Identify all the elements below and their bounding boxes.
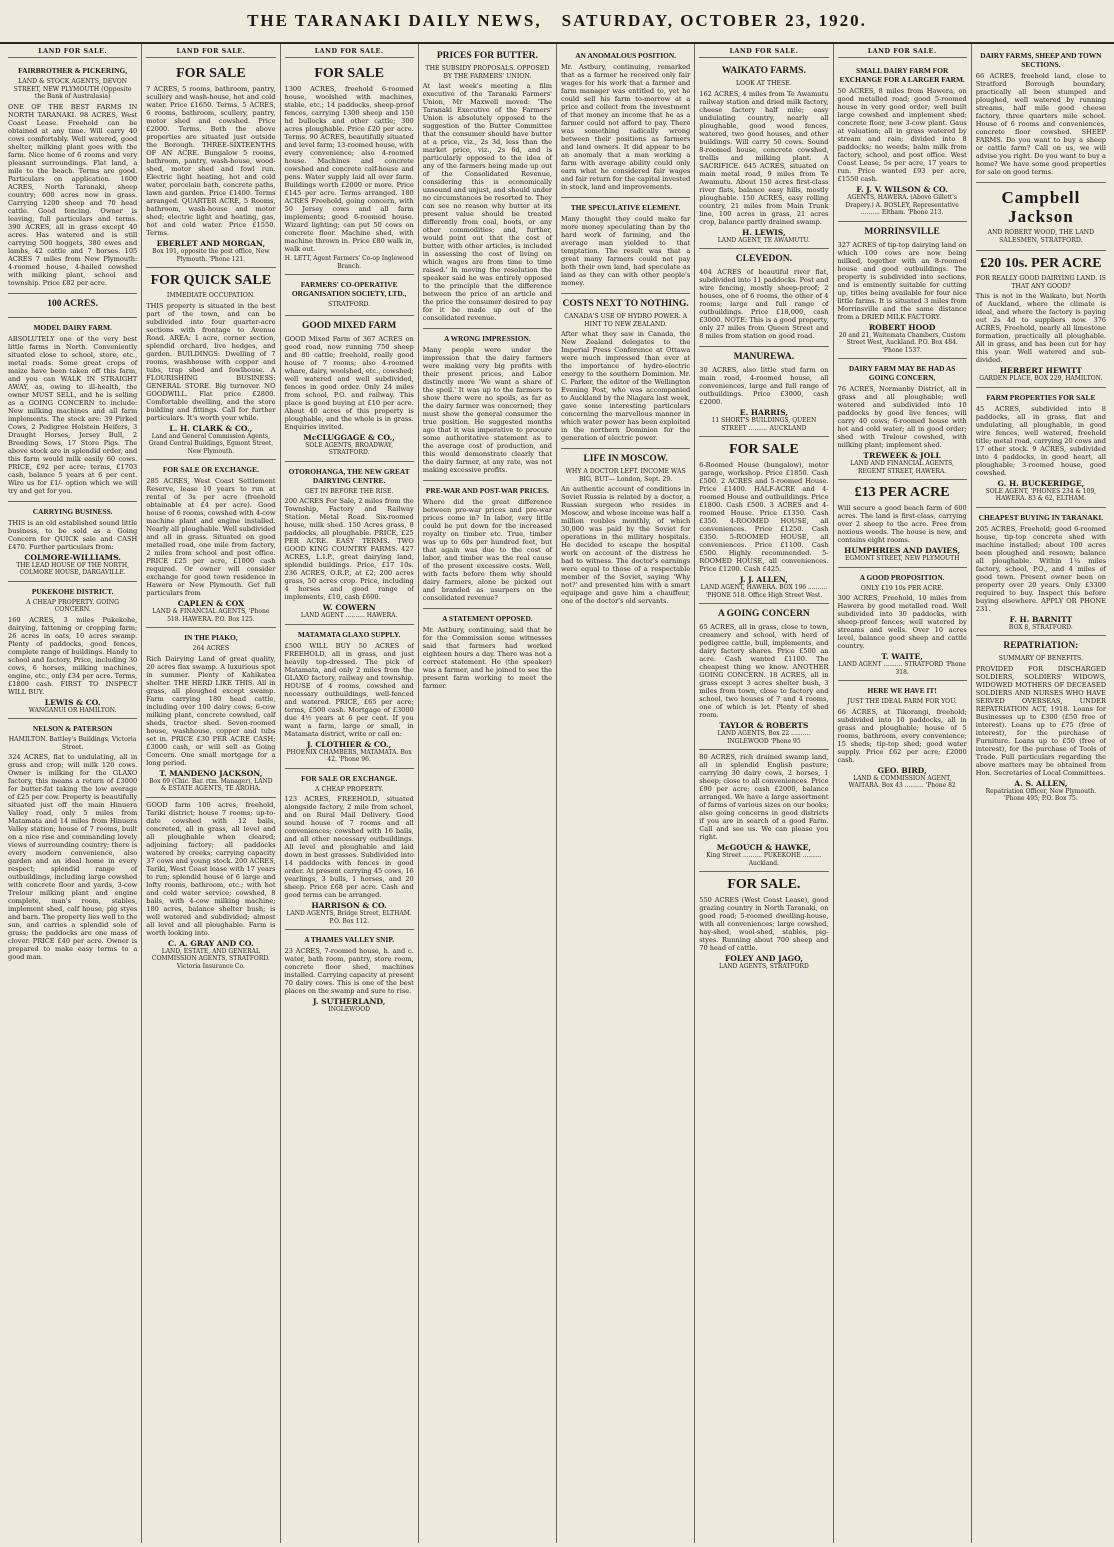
ad-headline: DAIRY FARM MAY BE HAD AS GOING CONCERN, <box>848 364 956 382</box>
ad-agent-name: HUMPHRIES AND DAVIES, <box>844 546 961 555</box>
ad-body-text: Where did the great difference between pre-war prices and pre-war prices come in? In labor, very little could be put down for the increased royalty on timber etc. True, timber was up to 60s per hundred feet, but that again was due to the cost of labor, and timber was the real cause of the present excessive costs. Well, with facts before them why should dairy farmers, alone be picked out and branded as usurpers on the consolidated revenue? <box>422 498 552 602</box>
ad-body-text: ONE OF THE BEST FARMS IN NORTH TARANAKI. 98 ACRES, West Coast Lease. Freehold can be obtained at any time. Will carry 40 cows comfortably. Well watered, good shelter, milking plant goes with the farm. Nice home of 6 rooms and very pleasant surroundings. Flat land, a mile to the beach. Terms are good. Particulars on application. 1600 ACRES, North Taranaki, sheep country; 600 acres now in grass. Carrying 1200 sheep and 70 head cattle. Good fencing. Owner is leaving, full particulars and terms. 390 ACRES, all in grass except 40 acres. Has watered and is still carrying 500 hoggets, 380 ewes and lambs, 42 cattle and 7 horses. 105 ACRES 7 miles from New Plymouth: 4-roomed house, 4-bailed cowshed with milking plant, school and township. Price £82 per acre. <box>8 102 138 287</box>
advertisement <box>838 359 967 480</box>
ad-agent-address: Repatriation Officer, New Plymouth. 'Phone 495; P.O. Box 75. <box>985 787 1097 802</box>
ad-agent-address: INGLEWOOD <box>328 1006 370 1013</box>
ad-subheading: SUMMARY OF BENEFITS. <box>998 655 1084 662</box>
column-1 <box>4 44 142 1543</box>
ad-body-text: PROVIDED FOR DISCHARGED SOLDIERS, SOLDIERS' WIDOWS, WIDOWED MOTHERS OF DECEASED SOLDIERS AND NURSES WHO HAVE SERVED OVERSEAS, UNDER REPATRIATION ACT, 1918. Loans for Businesses up to £300 (£50 free of interest). Loans up to £75 (free of interest), for the purchase of Furniture. Loans up to £50 (free of interest), for the purchase of Tools of Trade. Full particulars regarding the above matters may be obtained from Hon. Secretaries of Local Committees. <box>975 664 1106 777</box>
ad-headline: AN ANOMALOUS POSITION. <box>575 51 677 60</box>
ad-body-text: GOOD farm 100 acres, freehold, Tariki district; house 7 rooms; up-to-date cowshed with 12 bails, concreted, all in grass, all level and all ploughable when cleared; adjoining factory; all paddocks watered by creeks; carrying capacity 37 cows and young stock. 200 ACRES, Tariki, West Coast lease with 17 years to run; splendid house of 6 large and lofty rooms, bathroom, etc.; with hot and cold water service; cowshed, 8 bails, with 4-cow milking machine; 180 acres, balance shelter bush; is well watered and subdivided; almost all level and all ploughable. Farm is worth looking into. <box>146 800 276 937</box>
ad-agent-address: AGENTS, HAWERA. (Above Gillett's Drapery.) A. BOSLEY, Representative .......... Eltham. 'Phone 213. <box>845 194 959 216</box>
ad-agent-name: EBERLET AND MORGAN, <box>156 239 266 248</box>
ad-headline: FARM PROPERTIES FOR SALE <box>986 392 1096 402</box>
ad-headline: FAIRBROTHER & PICKERING, <box>18 66 128 75</box>
ad-body-text: 1300 ACRES, freehold 6-roomed house, woolshed with machines, stable, etc.; 14 paddocks, sheep-proof fences, carrying 1300 sheep and 150 hd bullocks and other cattle; 300 acres ploughable. Price £20 per acre. Terms. 90 ACRES, beautifully situated and level farm; 13-roomed house, with every convenience; also 4-roomed house. Machines and concrete cowshed and concrete calf-house and pens. Water supply laid all over farm. Buildings worth £2000 or more. Price £145 per acre. Terms arranged. 180 ACRES Freehold, going concern, with 50 Jersey cows and all farm implements; good 6-roomed house. Wizard lighting; can put 50 cows on concrete floor. Machine shed, with machine thrown in. Price £80 walk in, walk out. <box>284 85 414 253</box>
ad-body-text: THIS property is situated in the best part of the town, and can be subdivided into four quarter-acre sections with frontage to Avenue Road. AREA: 1 acre, corner section, splendid orchard, live hedges, and garden. BUILDINGS: Dwelling of 7 rooms, washhouse with copper and tubs, trap shed and fowlhouse. A FLOURISHING BUSINESS: GENERAL STORE. Big turnover. NO GOODWILL. Flat price £2800. Comfortable dwelling, and the store building and fittings. Call for further particulars. It's worth your while. <box>146 301 276 422</box>
ad-agent-address: SOLE AGENT, 'PHONES 234 & 109, HAWERA. 83 & 62, ELTHAM. <box>985 487 1097 502</box>
advertisement <box>8 582 137 720</box>
advertisement <box>699 872 828 975</box>
advertisement <box>8 61 137 294</box>
advertisement <box>561 46 690 198</box>
advertisement <box>146 798 275 975</box>
column-6 <box>695 44 833 1543</box>
ad-agent-address: 11 SHORT'S BUILDINGS, QUEEN STREET .......... AUCKLAND <box>711 417 817 432</box>
column-8 <box>972 44 1110 1543</box>
ad-agent-address: PHOENIX CHAMBERS, MATAMATA. Box 42. 'Phone 96. <box>286 748 412 763</box>
masthead <box>0 0 1114 44</box>
ad-body-text: THIS is an old established sound little business, to be sold as a Going Concern for QUICK sale and CASH £470. Further particulars from: <box>8 518 138 551</box>
advertisement <box>285 930 414 1018</box>
ad-agent-address: Box 191, opposite the post office, New Plymouth. 'Phone 121. <box>152 248 270 263</box>
ad-headline: MATAMATA GLAXO SUPPLY. <box>297 629 401 639</box>
ad-headline: A THAMES VALLEY SNIP. <box>304 935 395 944</box>
ad-body-text: 50 ACRES, 8 miles from Hawera, on good metalled road; good 5-roomed house in very good order; well built large cowshed and implement shed; concrete floor, new 3-cow plant. Gaus at valuation; all in grass watered by stream and rain; divided into 8 paddocks; no weeds; balm milk from factory, school, and post office. West Coast Lease, 5s per acre, 17 years to run. Price wanted £93 per acre, £1550 cash. <box>837 87 967 183</box>
ad-body-text: 45 ACRES, subdivided into 8 paddocks, all in grass, flat and undulating, all ploughable, in good wire fences, well watered, freehold title; metal road, carrying 20 cows and 17 other stock. 9 ACRES, subdivided into 4 paddocks, in good heart, all ploughable; 3-roomed house, good cowshed. <box>975 404 1106 477</box>
ad-subheading: JUST THE IDEAL FARM FOR YOU. <box>847 698 957 705</box>
ad-headline: PUKEKOHE DISTRICT. <box>31 586 114 596</box>
ad-agent-name: HARRISON & CO. <box>311 901 387 910</box>
ad-headline: A STATEMENT OPPOSED. <box>442 614 533 623</box>
ad-body-text: 23 ACRES, 7-roomed house, h. and c. water, bath room, pantry, store room, concrete floor shed, machines installed. Carrying capacity at present 70 dairy cows. This is one of the best places on the swamp and sure to rise. <box>284 947 414 995</box>
column-4 <box>419 44 557 1543</box>
ad-headline: PRE-WAR AND POST-WAR PRICES. <box>425 486 549 495</box>
ad-agent-name: J. SUTHERLAND, <box>312 997 386 1006</box>
advertisement <box>423 329 552 481</box>
ad-agent-address: GARDEN PLACE, BOX 229, HAMILTON. <box>979 375 1103 382</box>
ad-headline: MANUREWA. <box>733 352 795 362</box>
ad-body-text: GOOD Mixed Farm of 367 ACRES on good road, now running 750 sheep and 80 cattle; freehold, really good house of 7 rooms; also 4-roomed whare, dairy, woolshed, etc., cowshed; well watered and well subdivided, fences in good order. Only 24 miles from school, P.O. and railway. This place is good buying at £10 per acre. About 40 acres of this property is ploughable, and the whole is in grass. Enquiries invited. <box>284 334 414 431</box>
ad-agent-address: LAND & FINANCIAL AGENTS, 'Phone 518. HAWERA. P.O. Box 125. <box>152 608 270 623</box>
advertisement <box>838 568 967 682</box>
ad-headline: CHEAPEST BUYING IN TARANAKI. <box>978 512 1104 522</box>
ad-body-text: 160 ACRES, 3 miles Pukekohe, dairying, fattening or cropping farm; 26 acres in oats, 10 acres swamp. Plenty of paddocks, good fences, complete range of buildings. Handy to school and factory. Price, including 30 cows, 6 horses, milking machines, engine, etc., only £34 per acre. Terms, £1800 cash. FIRST TO INSPECT WILL BUY. <box>8 615 138 696</box>
ad-headline: MORRINSVILLE <box>864 226 940 237</box>
ad-body-text: Rich Dairying Land of great quality, 20 acres flax swamp. A luxurious spot in summer. Plenty of Kahikatea shelter. THE HERD LIKE THIS. All in grass, all ploughed except swamp. Farm carrying 180 head cattle, including over 100 dairy cows; 6-cow milking plant, concrete cowshed, calf sheds, tractor shed. Seven-roomed house, washhouse, copper and tubs set in. PRICE £30 PER ACRE CASH; £3000 cash, or will sell as Going Concern. One small mortgage for a long period. <box>146 654 276 767</box>
ad-body-text: 205 ACRES, Freehold; good 6-roomed house, tip-top concrete shed with machine installed; about 100 acres been ploughed and resown; balance all ploughable. Within 1¼ miles factory, school, P.O., and 4 miles of good town. Present owner been on property over 20 years. Only £3300 required to buy. Inspect this before buying elsewhere. APPLY OR PHONE 231. <box>975 524 1106 613</box>
ad-agent-name: McCLUGGAGE & CO., <box>303 432 395 442</box>
ad-headline: HERE WE HAVE IT! <box>867 686 937 695</box>
ad-agent-address: LAND, ESTATE, AND GENERAL COMMISSION AGENTS, STRATFORD. Victoria Insurance Co. <box>151 947 270 970</box>
ad-body-text: 66 ACRES, freehold land, close to Stratford Borough boundary, practically all been stumped and ploughed, well watered by running streams, half mile good cheese factory, three quarters mile school. House of 6 rooms and conveniences, concrete floor cowshed. SHEEP FARMS. Do you want to buy a sheep or cattle farm? Call on us, we will advise you right. Do you want to buy a home? We have some good properties for sale on good terms. <box>975 72 1106 176</box>
ad-headline: COSTS NEXT TO NOTHING. <box>562 299 689 309</box>
advertisement <box>8 502 137 582</box>
ad-body-text: Will secure a good beach farm of 600 acres. The land is first-class, carrying over 2 sheep to the acre. Free from noxious weeds. The house is new, and contains eight rooms. <box>837 504 967 544</box>
ad-body-text: 123 ACRES, FREEHOLD, situated alongside factory, 2 mile from school, and on Rural Mail Delivery. Good sound house of 7 rooms and all conveniences; cowshed with 16 bails, and all other necessary outbuildings. All level and ploughable and laid down in best grasses. Subdivided into 14 paddocks with fences in good order. At present carrying 45 cows, 16 yearlings, 3 bulls, 1 horses, and 20 sheep. Price £68 per acre. Cash and good terms can be arranged. <box>284 795 414 899</box>
ad-headline: MODEL DAIRY FARM. <box>33 322 112 332</box>
ad-agent-address: WANGANUI OR HAMILTON. <box>28 706 117 714</box>
ad-body-text: Many thought they could make far more money speculating than by the hard work of farming, and the average man yielded to that temptation. The result was that a great many farmers could not pay both their own land, had speculate as land as they can with other people's money. <box>561 215 691 287</box>
ad-subheading: FOR REALLY GOOD DAIRYING LAND. IS THAT ANY GOOD? <box>975 275 1106 290</box>
ad-agent-address: Box 69 (Chic. Bar. rtm. Manager), LAND & ESTATE AGENTS, TE AROHA. <box>149 777 273 792</box>
ad-body-text: 300 ACRES, Freehold, 10 miles from Hawera by good metalled road. Well subdivided into 30 paddocks, with sheep-proof fences; well watered by streams and wells. Over 10 acres level, balance good sheep and cattle country. <box>837 594 967 650</box>
ad-subheading: A CHEAP PROPERTY. GOING CONCERN. <box>26 598 120 613</box>
ad-agent-name: CAPLEN & COX <box>177 599 245 608</box>
ad-agent-address: EGMONT STREET, NEW PLYMOUTH <box>844 555 960 562</box>
ad-subheading: THE SUBSIDY PROPOSALS. OPPOSED BY THE FARMERS' UNION. <box>425 65 550 80</box>
advertisement <box>8 719 137 967</box>
ad-agent-address: King Street .......... PUKEKOHE .......... Auckland. <box>706 852 822 867</box>
ad-agent-address: SOLE AGENTS, BROADWAY, STRATFORD. <box>305 441 394 456</box>
advertisement <box>976 251 1106 388</box>
ad-body-text: Mr. Astbury, continuing, said that he for the Commission some witnesses said that farmers had worked eighteen hours a day. There was not a correct statement. He (the speaker) was a farmer, and he joined to see the present farm working to meet the farmer. <box>422 626 552 690</box>
ad-body-text: ABSOLUTELY one of the very best little farms in North. Conveniently situated close to school, store, etc., metal roads. Some great crops of maize have been taken off this farm, and you can WALK IN STRAIGHT AWAY, as, owing to ill-health, the owner MUST SELL, and he is selling as a GOING CONCERN to include: New milking machines and all farm implements. The stock are: 39 Pirked Cows, 2 Pedigree Holstein Heifers, 3 Draught Horses, Jersey Bull, 2 Breeding Sows, 17 Store Pigs. The above stock are in splendid order, and this farm would milk easily 60 cows. PRICE, £92 per acre; terms, £1703 cash, balance 5 years at 6 per cent. Wire us for £1/- option which we will try and get for you. <box>8 334 138 495</box>
advertisement <box>423 481 552 609</box>
ad-headline: £13 PER ACRE <box>854 485 950 500</box>
ad-body-text: 66 ACRES, at Tikorangi, freehold; subdivided into 10 paddocks, all in grass and ploughable; house of 5 rooms, bathroom, every convenience; 15 sheds; tip-top shed; good water supply. Price £62 per acre; £2000 cash. <box>837 707 967 764</box>
advertisement <box>976 183 1106 251</box>
advertisement <box>838 681 967 794</box>
ad-agent-name: GEO. BIRD, <box>877 765 927 775</box>
ad-subheading: AND ROBERT WOOD, THE LAND SALESMEN, STRATFORD. <box>987 229 1095 244</box>
ad-headline: £20 10s. PER ACRE <box>980 256 1102 271</box>
ad-headline: WAIKATO FARMS. <box>721 66 806 76</box>
ad-body-text: 7 ACRES, 5 rooms, bathroom, pantry, scullery and wash-house, hot and cold water. Price £1650. Terms. 5 ACRES, 6 rooms, bathroom, scullery, pantry, motor shed and cowshed. Price £2000. Terms. Both the above properties are situated just outside the Borough. THREE-SIXTEENTHS OF AN ACRE. Bungalow 5 rooms, bathroom, pantry, wash-house, wood-shed, motor shed and fowl run. Electric light heating, hot and cold water, porcelain bath, concrete paths, lawn and garden. Price £1400. Terms arranged. QUARTER ACRE, 5 Rooms, bathroom, wash-house and motor shed; electric light and heating, gas, hot and cold water. Price £1550. Terms. <box>146 85 276 237</box>
ad-agent-address: LAND AGENT, TE AWAMUTU. <box>717 236 810 244</box>
ad-headline: FOR SALE <box>176 66 246 81</box>
advertisement <box>8 318 137 502</box>
ad-body-text: 404 ACRES of beautiful river flat, subdivided into 11 paddocks. Post and wire fencing, mostly sheep-proof; 2 houses, one of 6 rooms, the other of 4 rooms; large and full range of outbuildings. Price £18,000, cash £3000. NOTE: This is a good property, only 27 miles from Queen Street and 8 miles from station on good road. <box>699 268 829 340</box>
advertisement <box>561 294 690 449</box>
ad-subheading: LOOK AT THESE. <box>735 80 792 87</box>
ad-agent-name: E. HARRIS, <box>739 408 788 417</box>
ad-agent-name: McGOUCH & HAWKE, <box>716 843 812 852</box>
ad-agent-name: L. H. CLARK & CO., <box>169 423 253 433</box>
advertisement <box>699 750 828 872</box>
ad-headline: A GOING CONCERN <box>717 609 810 619</box>
ad-subheading: CANADA'S USE OF HYDRO POWER. A HINT TO NEW ZEALAND. <box>564 313 688 328</box>
advertisement <box>285 462 414 625</box>
ad-agent-name: TAYLOR & ROBERTS <box>719 721 809 730</box>
advertisement <box>699 347 828 437</box>
advertisement <box>146 268 275 460</box>
ad-subheading: STRATFORD. <box>328 301 371 308</box>
ad-body-text: 550 ACRES (West Coast Lease), good grazing country in North Taranaki, on good road; 5-roomed dwelling-house, with all conveniences; large cowshed, hay-shed, wool-shed, stables, pig-styes. Running about 700 sheep and 70 head of cattle. <box>699 896 829 952</box>
ad-agent-name: T. MANDENO JACKSON, <box>159 768 263 778</box>
ad-agent-name: F. H. BARNITT <box>1009 614 1073 624</box>
ad-headline: FOR SALE OR EXCHANGE. <box>301 773 398 783</box>
advertisement <box>838 480 967 568</box>
advertisement <box>285 275 414 316</box>
ad-agent-name: LEWIS & CO. <box>44 697 101 707</box>
ad-headline: FOR QUICK SALE <box>150 273 272 288</box>
advertisement <box>285 61 414 275</box>
ad-agent-name: F. J. V. WILSON & CO. <box>856 185 948 194</box>
advertisement <box>699 604 828 750</box>
newspaper-title: THE TARANAKI DAILY NEWS, <box>247 11 542 30</box>
ad-headline: FOR SALE. <box>727 877 801 892</box>
ad-headline: A GOOD PROPOSITION. <box>859 572 945 582</box>
ad-agent-address: LAND AGENT .......... STRATFORD 'Phone 318. <box>838 661 966 676</box>
ad-headline: Campbell Jackson <box>1001 188 1081 226</box>
ad-agent-name: T. WAITE, <box>881 652 923 661</box>
ad-agent-address: LAND AND FINANCIAL AGENTS, REGENT STREET, HAWERA. <box>850 460 954 475</box>
ad-agent-name: C. A. GRAY AND CO. <box>168 938 254 948</box>
advertisement <box>561 198 690 294</box>
column-3 <box>281 44 419 1543</box>
ad-headline: FOR SALE <box>314 66 384 81</box>
advertisement <box>285 316 414 462</box>
advertisement <box>285 625 414 769</box>
ad-headline: CARRYING BUSINESS. <box>32 506 113 516</box>
ad-body-text: 162 ACRES, 4 miles from Te Awamutu railway station and dried milk factory, cheese factory half mile; easy undulating country, nearly all ploughable, good wood fences, watered, two good houses, and other buildings. Will carry 50 cows. Sound 8-roomed house, concrete cowshed, trellis and milking plant. A SACRIFICE. 645 ACRES, situated on main metal road, 9 miles from Te Awamutu. About 150 acres first-class river flats, balance easy hills, mostly ploughable. 150 ACRES, easy rolling country, 21 miles from Main Trunk line, 100 acres in grass, 21 acres crop, balance partly drained swamp. <box>699 89 829 226</box>
ad-subheading: 264 ACRES <box>192 645 230 652</box>
advertisement <box>285 769 414 931</box>
column-heading: LAND FOR SALE. <box>8 46 137 58</box>
ad-agent-address: BOX 8, STRATFORD. <box>1008 623 1073 631</box>
ad-agent-name: J. CLOTHIER & CO., <box>306 739 392 749</box>
advertisement <box>976 388 1106 508</box>
ad-body-text: Mr. Astbury, continuing, remarked that as a farmer he received only fair wages for his work that a farmer and farm manager was entitled to, yet he could sell his farm to-morrow at a price and collect from the investment of that money an income that he as a farmer could not afford to pay. There was something radically wrong between their positions as farmers and land owners. It did appear to be an anomaly that a man working a farm with average ability could only earn what he considered fair wages and fair return for the capital invested in stock, land and improvements. <box>561 63 691 191</box>
ad-headline: NELSON & PATERSON <box>32 724 113 733</box>
ad-headline: GOOD MIXED FARM <box>301 320 397 331</box>
ad-body-text: 65 ACRES, all in grass, close to town, creamery and school, with herd of pedigree cattle, bull, implements, and dairy factory shares. Price £500 an acre. Cash wanted £1100. The cheapest thing we know. ANOTHER GOING CONCERN. 18 ACRES, all in grass except 3 acres shelter bush, 3 miles from town, close to factory and school, two houses of 7 and 4 rooms, one of which is let. Plenty of shed room. <box>699 623 829 719</box>
ad-subheading: IMMEDIATE OCCUPATION. <box>166 292 255 299</box>
ad-body-text: 76 ACRES, Normanby District, all in grass and all ploughable; well watered and subdivided into 10 paddocks by good live fences, will carry 40 cows; 6-roomed house with hot and cold water; all in good order; shed with Trelour cowshed, with milking plant; implement shed. <box>837 385 967 449</box>
advertisement <box>976 508 1106 637</box>
ad-body-text: 324 ACRES, flat to undulating, all in grass and crop; will milk 120 cows. Owner is milking for the GLAXO factory, this means a return of £3000 for butter-fat taking the low average of £25 per cow. Property is beautifully situated just off the main Hinuera Valley road, only 5 miles from Matamata and 14 miles from Hinuera Valley station; house of 7 rooms, built on a nice rise and commanding lovely views of surrounding country; there is every modern convenience, also garden and an ideal home in every respect; splendid range of outbuildings, including large cowshed with concrete floor and yards, 3-cow Trelour milking plant and engine complete, man's room, stables, implement shed, calf house, pig styes and barn. The property lies well to the sun, and carries a splendid sole of grass; the paddocks are one mass of clover. PRICE £40 per acre. Owner is prepared to make easy terms to a good man. <box>8 753 138 961</box>
ad-agent-name: COLMORE-WILLIAMS. <box>24 552 121 562</box>
ad-agent-address: LAND AGENTS, STRATFORD <box>718 963 809 970</box>
ad-headline: FOR SALE OR EXCHANGE. <box>162 465 259 474</box>
ad-agent-address: LAND AGENTS, Box 22 .......... INGLEWOOD 'Phone 95 <box>717 730 811 745</box>
ad-headline: A WRONG IMPRESSION. <box>444 334 531 343</box>
ad-agent-address: Land and General Commission Agents, Grand Central Buildings, Egmont Street, New Plymouth. <box>148 432 274 455</box>
ad-body-text: 327 ACRES of tip-top dairying land on which 100 cows are now being milked, together with an 8-roomed house and good outbuildings. The property is subdivided into sections, and is eminently suitable for cutting up, titles being available for four nice little farms. It is situated 3 miles from Morrinsville and the same distance from a DRIED MILK FACTORY. <box>837 240 967 321</box>
ad-agent-name: J. J. ALLEN, <box>739 575 788 584</box>
column-7 <box>834 44 972 1543</box>
ad-subheading: HAMILTON. Battley's Buildings, Victoria Street. <box>8 736 137 751</box>
column-heading: LAND FOR SALE. <box>146 46 275 58</box>
advertisement <box>976 46 1106 183</box>
column-5 <box>557 44 695 1543</box>
ad-headline: CLEVEDON. <box>735 254 792 264</box>
issue-date: SATURDAY, OCTOBER 23, 1920. <box>561 11 867 30</box>
ad-agent-name: HERBERT HEWITT <box>999 366 1082 375</box>
advertisement <box>561 449 690 611</box>
advertisement <box>699 61 828 249</box>
advertisement <box>423 609 552 696</box>
advertisement <box>976 636 1106 807</box>
ad-headline: REPATRIATION: <box>1003 641 1079 651</box>
ad-agent-name: TREWEEK & JOLL <box>863 451 941 460</box>
ad-subheading: ONLY £19 10s PER ACRE. <box>860 584 944 592</box>
advertisement <box>699 249 828 347</box>
ad-subheading: WHY A DOCTOR LEFT. INCOME WAS BIG, BUT— London, Sept. 29. <box>565 468 686 483</box>
ad-agent-name: G. H. BUCKERIDGE, <box>997 478 1085 488</box>
ad-agent-name: A. S. ALLEN, <box>1014 778 1068 788</box>
ad-body-text: After what they saw in Canada, the New Zealand delegates to the Imperial Press Conference at Ottawa were much impressed than ever at the importance of hydro-electric energy to the southern Dominion. Mr. C. Parker, the editor of the Wellington Evening Post, who was accompanied to Auckland by the Niagara last week, gave some interesting particulars concerning the marvellous manner in which water power has been exploited in the northern Dominion for the generation of electric power. <box>561 330 691 442</box>
ad-agent-name: ROBERT HOOD <box>868 322 936 332</box>
advertisement <box>146 460 275 628</box>
ad-agent-address: LAND AGENTS, Bridge Street, ELTHAM. P.O. Box 112. <box>286 910 412 925</box>
advertisement <box>699 437 828 604</box>
columns-container <box>4 44 1110 1543</box>
ad-body-text: 285 ACRES, West Coast Settlement Reserve, lease 10 years to run at rental of 3s per acre (freehold obtainable at £4 per acre). Good house of 6 rooms, cowshed with 4-cow machine plant and engine installed. Nearly all ploughable. Well subdivided and all in grass. Situated on good metalled road, one mile from factory, 2 miles from school and post office. PRICE £25 per acre, £1000 cash required. Or owner will consider exchange for good town residence in Hawera or New Plymouth. Get full particulars from <box>146 477 276 597</box>
advertisement <box>146 61 275 268</box>
ad-headline: DAIRY FARMS, SHEEP AND TOWN SECTIONS. <box>980 51 1102 69</box>
ad-agent-address: 20 and 21, Waitemata Chambers, Custom Street West, Auckland. P.O. Box 484. 'Phone 1537. <box>838 331 966 354</box>
column-2 <box>142 44 280 1543</box>
ad-headline: OTOROHANGA, THE NEW GREAT DAIRYING CENTRE. <box>288 466 410 485</box>
ad-body-text: This is not in the Waikato, but North of Auckland, where the climate is ideal, and where the factory is paying out 2s 4d to suppliers now. 376 ACRES, Freehold, nearly all limestone formation, practically all ploughable. All in grass, and has been cut for hay this year. Well watered and sub-divided. <box>975 292 1106 364</box>
ad-body-text: 30 ACRES, also little stud farm on main road, 4-roomed house, all conveniences, large and full range of outbuildings. Price £3000, cash £2000. <box>699 366 829 406</box>
ad-headline: PRICES FOR BUTTER. <box>436 51 538 61</box>
ad-agent-address: H. LETT, Agent Farmers' Co-op Inglewood Branch. <box>284 255 414 270</box>
column-heading: LAND FOR SALE. <box>285 46 414 58</box>
advertisement <box>838 222 967 360</box>
ad-agent-address: LAND & COMMISSION AGENT, WAITARA. Box 43 .......... 'Phone 82 <box>848 774 956 789</box>
ad-agent-address: THE LEAD HOUSE OF THE NORTH, COLMORE HOUSE, DARGAVILLE. <box>16 561 130 576</box>
ad-body-text: 200 ACRES For Sale, 2 miles from the Township, Factory and Railway Station. Metal Road. Six-roomed house, milk shed. 150 Acres grass, 8 paddocks, all ploughable. PRICE, £25 PER ACRE. EASY TERMS. TWO GOOD KING COUNTRY FARMS. 427 ACRES, L.I.P., great dairying land, splendid buildings. Price, £17 10s. 236 ACRES, O.R.P., at £2; 200 acres grass, 50 acres crop. Price, including 4 horses and good range of implements, £10, cash £600. <box>284 497 414 601</box>
ad-headline: 100 ACRES. <box>47 298 98 309</box>
advertisement <box>8 294 137 318</box>
ad-body-text: £500 WILL BUY 50 ACRES of FREEHOLD, all in grass, and just heavily top-dressed. The pick of Matamata, and only 2 miles from the GLAXO factory, railway and township. HOUSE of 4 rooms, cowshed and necessary outbuildings, well-fenced and watered. PRICE, £65 per acre; terms, £500 cash. Mortgage of £3000 due 4½ years at 6 per cent. If you want a farm, large or small, in Matamata district, write or call on: <box>284 641 414 738</box>
ad-agent-address: LAND AGENT .......... HAWERA. <box>300 612 398 619</box>
advertisement <box>423 46 552 329</box>
ad-subheading: A CHEAP PROPERTY. <box>315 785 384 793</box>
ad-body-text: 6-Roomed House (bungalow), motor garage, workshop. Price £1850. Cash £500. 2 ACRES and 5-roomed House. Price £1400. HALF-ACRE and 4-roomed House and outbuildings. Price £1800. Cash £500. 3 ACRES and 4-roomed House. Price £1350. Cash £350. 4-ROOMED HOUSE, all conveniences. Price £1250. Cash £350. 5-ROOMED HOUSE, all conveniences. Price £1100. Cash £500. Highly recommended. 5-ROOMED HOUSE, all conveniences. Price £1200. Cash £425. <box>699 461 829 573</box>
ad-headline: FOR SALE <box>729 442 799 457</box>
ad-body-text: Many people were under the impression that the dairy farmers were making very big profits with their present prices, and Labor distinctly more 'We want a share of the spoil.' It was up to the farmers to show there were no spoils, as far as the dairy farmer was concerned; they must show the general consumer the true position. He suggested months ago that it was imperative to procure some authoritative statement as to the average cost of production, and this would demonstrate clearly that the dairy farmer, at any rate, was not making excessive profits. <box>422 346 552 474</box>
ad-agent-name: H. LEWIS, <box>742 227 786 237</box>
ad-subheading: GET IN BEFORE THE RISE. <box>304 487 394 495</box>
ad-body-text: 80 ACRES, rich drained swamp land, all in splendid English pasture; carrying 30 dairy cows, 2 horses, 1 sheep; close to all conveniences. Price £90 per acre; cash £2000, balance arranged. We have a large assortment of farms of various sizes on our books; also going concerns in good districts if you are in search of a good Farm. Call and see us. We can please you right. <box>699 753 829 841</box>
ad-agent-name: W. COWERN <box>322 603 376 612</box>
ad-headline: LIFE IN MOSCOW. <box>583 454 668 464</box>
ad-headline: SMALL DAIRY FARM FOR EXCHANGE FOR A LARGER FARM. <box>839 66 965 84</box>
ad-headline: FARMERS' CO-OPERATIVE ORGANISATION SOCIETY, LTD., <box>291 280 407 298</box>
ad-agent-address: LAND AGENT, HAWERA. BOX 196 .......... 'PHONE 518. Office High Street West. <box>700 584 828 599</box>
ad-body-text: An authentic account of conditions in Soviet Russia is related by a doctor, a Russian surgeon who resides in Moscow, and whose income was half a million roubles monthly, of which 30,000 was paid by the Soviet for operations in the military hospitals. He decided to escape the hospital work on account of the distress he had to witness. The doctor's earnings were equal to those of a respectable member of the Soviet, saying 'Why not?' and presented him with a smart equipage and gave him a chauffeur, one of the doctor's old servants. <box>561 485 691 605</box>
ad-agent-name: FOLEY AND JAGO, <box>724 954 803 963</box>
advertisement <box>146 628 275 798</box>
column-heading: LAND FOR SALE. <box>699 46 828 58</box>
ad-headline: THE SPECULATIVE ELEMENT. <box>570 203 681 212</box>
ad-headline: IN THE PIAKO, <box>184 633 238 642</box>
column-heading: LAND FOR SALE. <box>838 46 967 58</box>
ad-subheading: LAND & STOCK AGENTS, DEVON STREET, NEW PLYMOUTH (Opposite the Bank of Australasia) <box>13 78 132 100</box>
advertisement <box>838 61 967 222</box>
ad-body-text: At last week's meeting a film executive of the Taranaki Farmers' Union, Mr Maxwell moved: 'The Taranaki Executive of the Farmers' Union is absolutely opposed to the suggestion of the Butter Committee that the consumer should have butter at a price, viz., 2s 3d, less than the market price, viz., 2s 6d, and is particularly opposed to the idea of any of the farmers being made up out of the Consolidated Revenue, considering this is economically unsound and unjust, and should under no circumstances be resorted to. They can see no reason why butter at its present value should be treated differently from coal, boots, or any other commodities; and, further, would point out that the cost of butter, with other articles, is included in assessing the cost of living on which wages are from time to time raised.' In moving the resolution the speaker said he was entirely opposed to the principle that the difference between the price of an article and the price the consumer desired to pay for it be made up out of the consolidated revenue. <box>422 82 552 322</box>
